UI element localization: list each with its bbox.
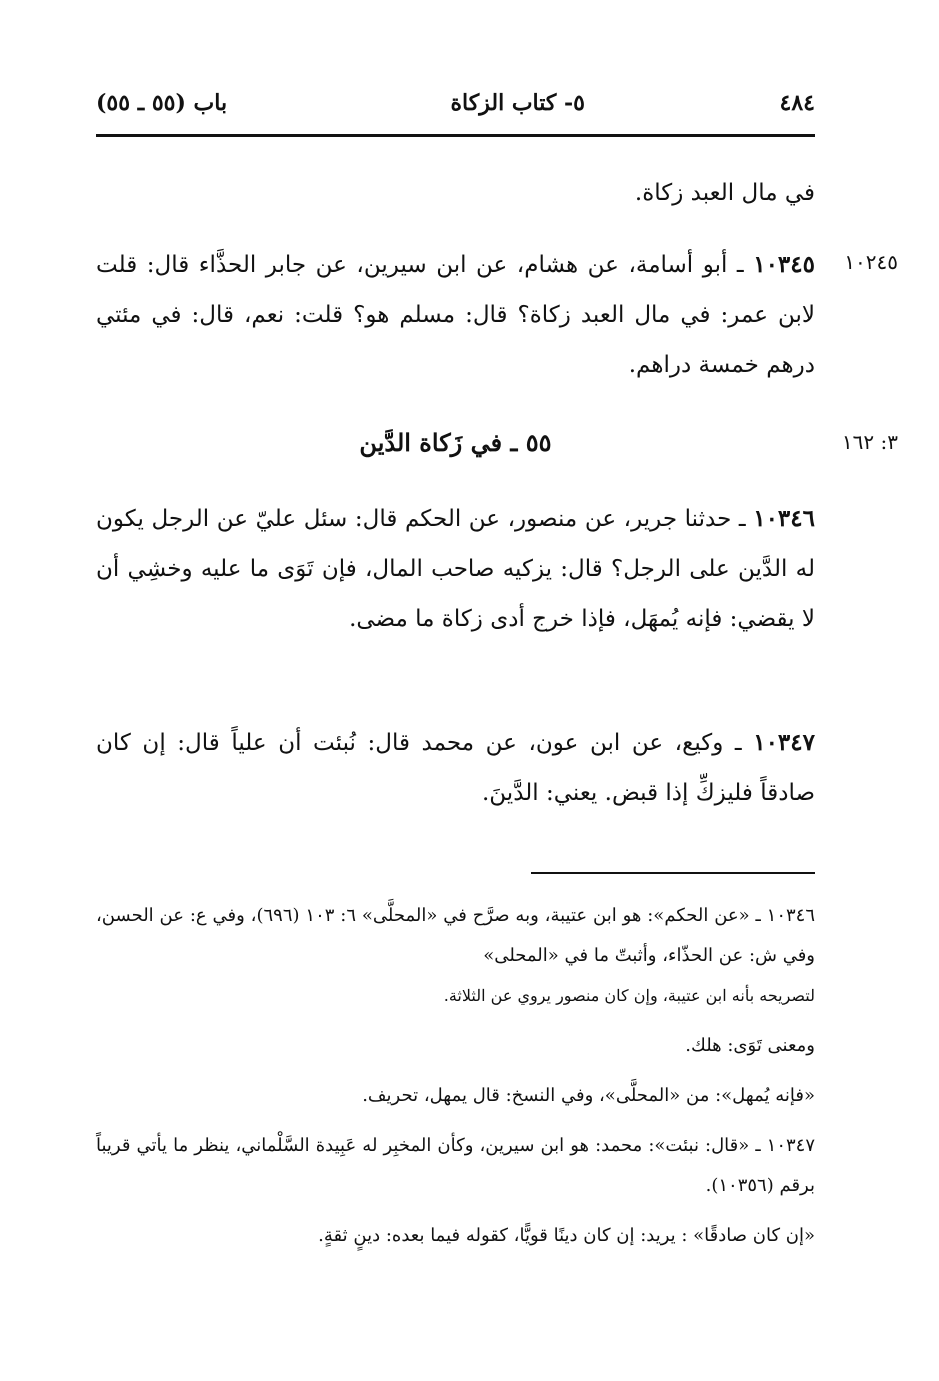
entry-text: ـ أبو أسامة، عن هشام، عن ابن سيرين، عن جابر الحذَّاء قال: قلت لابن عمر: في مال العبد زكاة؟ قال: مسلم هو؟ قلت: نعم، قال: في مئتي درهم خمسة دراهم. [96,252,815,378]
footnote-yumhal: «فإنه يُمهل»: من «المحلَّى»، وفي النسخ: قال يمهل، تحريف. [362,1085,815,1106]
footnote-tawa: ومعنى تَوَى: هلك. [685,1035,815,1056]
intro-text: في مال العبد زكاة. [634,180,815,206]
side-ref-10245: ١٠٢٤٥ [844,250,898,274]
entry-text: ـ حدثنا جرير، عن منصور، عن الحكم قال: سئل عليّ عن الرجل يكون له الدَّين على الرجل؟ قال: يزكيه صاحب المال، فإن تَوَى ما عليه وخشِي أن لا يقضي: فإنه يُمهَل، فإذا خرج أدى زكاة ما مضى. [96,506,815,632]
footnote-10347: ١٠٣٤٧ ـ «قال: نبئت»: محمد: هو ابن سيرين، وكأن المخبِر له عَبِيدة السَّلْماني، ينظر ما يأتي قريباً برقم (١٠٣٥٦). [96,1135,815,1196]
entry-number: ١٠٣٤٦ [753,505,815,532]
footnote-divider [531,872,815,874]
section-heading: ٥٥ ـ في زَكاة الدَّين [359,428,552,457]
book-title: ٥- كتاب الزكاة [450,90,585,116]
footnote-sadiqan: «إن كان صادقًا» : يريد: إن كان دينًا قويًّا، كقوله فيما بعده: دينٍ ثقةٍ. [318,1225,815,1246]
footnote-10346: ١٠٣٤٦ ـ «عن الحكم»: هو ابن عتيبة، وبه صرَّح في «المحلَّى» ٦: ١٠٣ (٦٩٦)، وفي ع: عن الحسن، وفي ش: عن الحذّاء، وأثبتّ ما في «المحلى» [96,905,815,966]
entry-10345 [96,240,815,390]
side-ref-section: ٣: ١٦٢ [841,430,898,454]
page-header [96,88,815,137]
entry-text: ـ وكيع، عن ابن عون، عن محمد قال: نُبئت أن علياً قال: إن كان صادقاً فليزكِّ إذا قبض. يعني: الدَّينَ. [96,730,815,806]
chapter-range: باب (٥٥ ـ ٥٥) [96,90,228,116]
footnotes [96,896,815,1256]
entry-10347 [96,718,815,818]
entry-number: ١٠٣٤٧ [753,729,815,756]
entry-10346 [96,494,815,644]
page-number: ٤٨٤ [779,90,815,116]
footnote-10346-continued: لتصريحه بأنه ابن عتيبة، وإن كان منصور يروي عن الثلاثة. [443,986,815,1005]
intro-line [96,168,815,218]
entry-number: ١٠٣٤٥ [753,251,815,278]
